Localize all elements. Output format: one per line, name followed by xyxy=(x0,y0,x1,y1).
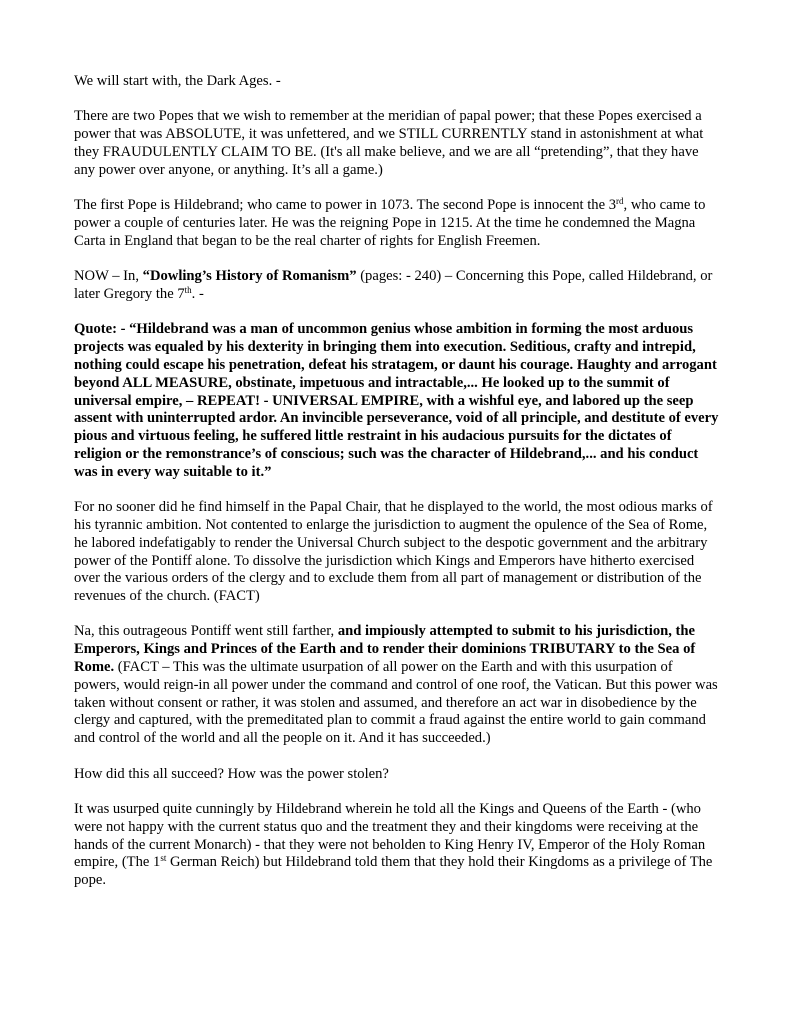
paragraph-first-pope: The first Pope is Hildebrand; who came to power in 1073. The second Pope is innocent the 3rd, who came to power a couple of centuries later. He was the reigning Pope in 1215. At the time he condemned the Magna Carta in England that began to be the real charter of rights for English Freemen. xyxy=(74,196,706,249)
paragraph-dowling-reference: NOW – In, “Dowling’s History of Romanism” (pages: - 240) – Concerning this Pope, called Hildebrand, or later Gregory the 7th. - xyxy=(74,268,713,302)
book-title: “Dowling’s History of Romanism” xyxy=(142,268,357,285)
superscript-st: st xyxy=(160,853,167,864)
superscript-rd: rd xyxy=(616,196,624,207)
paragraph-question: How did this all succeed? How was the power stolen? xyxy=(74,765,389,782)
paragraph-two-popes: There are two Popes that we wish to remember at the meridian of papal power; that these Popes exercised a power that was ABSOLUTE, it was unfettered, and we STILL CURRENTLY stand in astonishment at what they FRAUDULENTLY CLAIM TO BE. (It's all make believe, and we are all “pretending”, that they have any power over anyone, or anything. It’s all a game.) xyxy=(74,108,704,178)
paragraph-usurpation: Na, this outrageous Pontiff went still farther, and impiously attempted to submit to his jurisdiction, the Emperors, Kings and Princes of the Earth and to render their dominions TRIBUTARY to the Sea of Rome. (FACT – This was the ultimate usurpation of all power on the Earth and with this usurpation of powers, would reign-in all power under the command and control of one roof, the Vatican. But this power was taken without consent or rather, it was stolen and assumed, and therefore an act war in disobedience by the clergy and captured, with the premeditated plan to commit a fraud against the entire world to gain command and control of the world and all the people on it. And it has succeeded.) xyxy=(74,623,718,747)
paragraph-papal-chair: For no sooner did he find himself in the Papal Chair, that he displayed to the world, the most odious marks of his tyrannic ambition. Not contented to enlarge the jurisdiction to augment the opulence of the Sea of Rome, he labored indefatigably to render the Universal Church subject to the despotic government and the arbitrary power of the Pontiff alone. To dissolve the jurisdiction which Kings and Emperors have hitherto exercised over the various orders of the clergy and to exclude them from all part of management or distribution of the revenues of the church. (FACT) xyxy=(74,499,713,605)
bold-passage: and impiously attempted to submit to his jurisdiction, the Emperors, Kings and Princes of the Earth and to render their dominions TRIBUTARY to the Sea of Rome. xyxy=(74,623,696,676)
paragraph-cunning: It was usurped quite cunningly by Hildebrand wherein he told all the Kings and Queens of the Earth - (who were not happy with the current status quo and the treatment they and their kingdoms were receiving at the hands of the current Monarch) - that they were not beholden to King Henry IV, Emperor of the Holy Roman empire, (The 1st German Reich) but Hildebrand told them that they hold their Kingdoms as a privilege of The pope. xyxy=(74,801,713,889)
paragraph-intro: We will start with, the Dark Ages. - xyxy=(74,73,281,89)
paragraph-quote: Quote: - “Hildebrand was a man of uncommon genius whose ambition in forming the most arduous projects was equaled by his dexterity in bringing them into execution. Seditious, crafty and intrepid, nothing could escape his penetration, defeat his stratagem, or daunt his courage. Haughty and arrogant beyond ALL MEASURE, obstinate, impetuous and intractable,... He looked up to the summit of universal empire, – REPEAT! - UNIVERSAL EMPIRE, with a wishful eye, and labored up the seep assent with uninterrupted ardor. An invincible perseverance, void of all principle, and destitute of every pious and virtuous feeling, he suffered little restraint in his audacious pursuits for the dictates of religion or the remonstrance’s of conscious; such was the character of Hildebrand,... and his conduct was in every way suitable to it.” xyxy=(74,321,719,480)
superscript-th: th xyxy=(184,284,192,295)
